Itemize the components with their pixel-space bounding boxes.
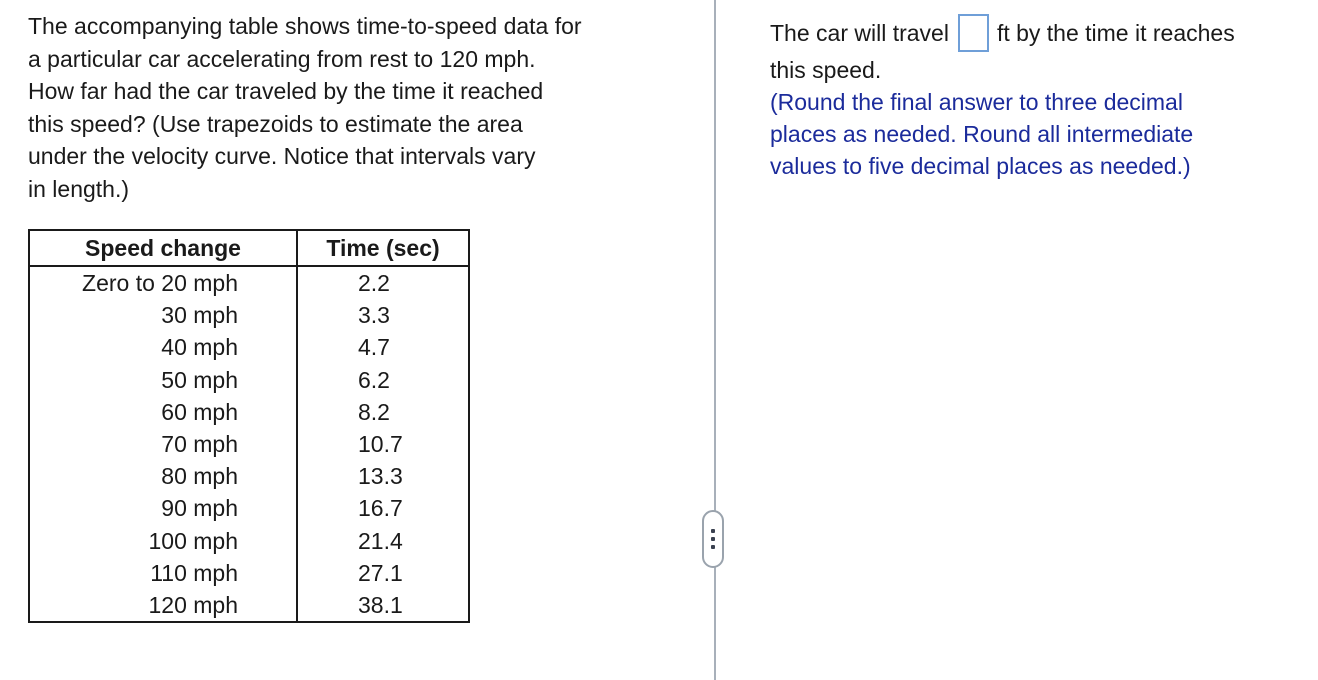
question-line: The accompanying table shows time-to-speed data for bbox=[28, 13, 582, 39]
time-cell: 16.7 bbox=[358, 495, 403, 522]
speed-cell: 120 mph bbox=[29, 589, 297, 622]
table-row bbox=[29, 364, 469, 396]
speed-cell: 110 mph bbox=[29, 557, 297, 589]
speed-cell: 40 mph bbox=[29, 331, 297, 363]
time-cell: 10.7 bbox=[358, 431, 403, 458]
speed-cell: 30 mph bbox=[29, 299, 297, 331]
question-text bbox=[28, 10, 678, 205]
speed-cell: 100 mph bbox=[29, 525, 297, 557]
distance-answer-input[interactable] bbox=[958, 14, 989, 52]
table-row bbox=[29, 428, 469, 460]
handle-dot bbox=[711, 529, 715, 533]
answer-prefix: The car will travel bbox=[770, 20, 949, 46]
speed-time-table bbox=[28, 229, 470, 623]
instruction-line: (Round the final answer to three decimal bbox=[770, 89, 1183, 115]
speed-cell: 50 mph bbox=[29, 364, 297, 396]
speed-cell: 60 mph bbox=[29, 396, 297, 428]
table-row bbox=[29, 557, 469, 589]
table-row bbox=[29, 492, 469, 524]
question-pane bbox=[28, 10, 678, 205]
question-line: a particular car accelerating from rest to 120 mph. bbox=[28, 45, 536, 72]
time-cell: 4.7 bbox=[358, 334, 390, 361]
time-cell: 6.2 bbox=[358, 366, 390, 393]
table-row bbox=[29, 299, 469, 331]
time-cell: 27.1 bbox=[358, 559, 403, 586]
time-cell: 38.1 bbox=[358, 591, 403, 618]
table-row bbox=[29, 266, 469, 299]
question-line: in length.) bbox=[28, 175, 130, 202]
answer-pane bbox=[770, 14, 1310, 182]
pane-divider[interactable] bbox=[714, 0, 716, 680]
question-line: How far had the car traveled by the time it reached bbox=[28, 78, 544, 104]
speed-cell: 80 mph bbox=[29, 460, 297, 492]
vertical-ellipsis-icon[interactable] bbox=[702, 510, 724, 568]
table-row bbox=[29, 460, 469, 492]
question-line: this speed? (Use trapezoids to estimate the area bbox=[28, 110, 523, 137]
speed-change-header: Speed change bbox=[29, 230, 297, 266]
answer-sentence bbox=[770, 14, 1310, 52]
rounding-instructions bbox=[770, 86, 1310, 182]
table-row bbox=[29, 525, 469, 557]
answer-suffix: ft by the time it reaches bbox=[996, 20, 1235, 46]
question-line: under the velocity curve. Notice that intervals vary bbox=[28, 143, 536, 169]
time-header: Time (sec) bbox=[297, 230, 469, 266]
table-row bbox=[29, 589, 469, 622]
table-row bbox=[29, 396, 469, 428]
time-cell: 8.2 bbox=[358, 398, 390, 425]
table-header-row bbox=[29, 230, 469, 266]
instruction-line: places as needed. Round all intermediate bbox=[770, 121, 1194, 147]
time-cell: 2.2 bbox=[358, 270, 390, 297]
instruction-line: values to five decimal places as needed.) bbox=[770, 153, 1191, 179]
time-cell: 13.3 bbox=[358, 463, 403, 490]
speed-cell: Zero to 20 mph bbox=[29, 266, 297, 299]
table-row bbox=[29, 331, 469, 363]
time-cell: 21.4 bbox=[358, 527, 403, 554]
time-cell: 3.3 bbox=[358, 302, 390, 329]
handle-dot bbox=[711, 537, 715, 541]
speed-cell: 70 mph bbox=[29, 428, 297, 460]
answer-sentence-end: this speed. bbox=[770, 57, 882, 83]
speed-cell: 90 mph bbox=[29, 492, 297, 524]
handle-dot bbox=[711, 545, 715, 549]
